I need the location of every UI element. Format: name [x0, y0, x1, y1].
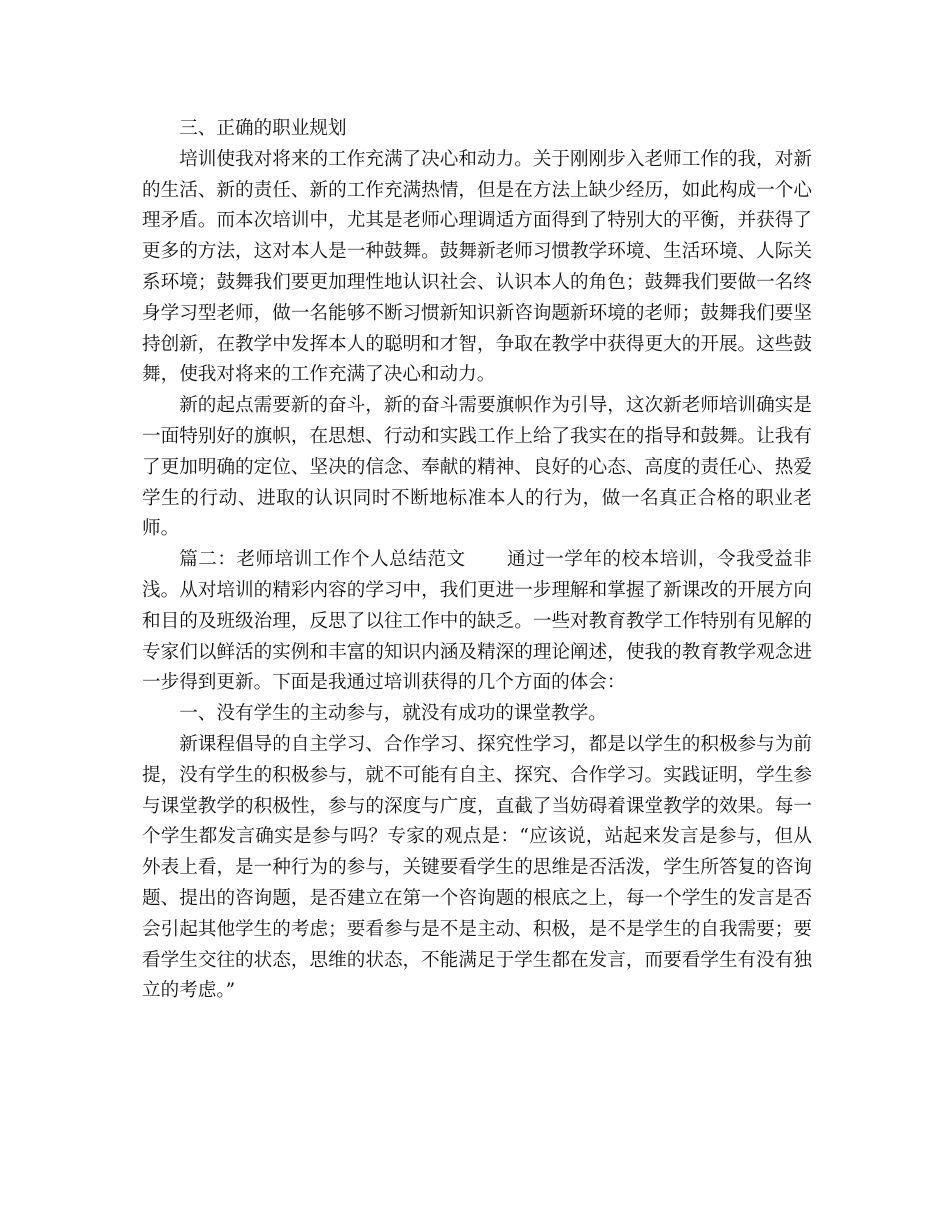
paragraph-part-two: [142, 545, 812, 699]
part-two-intro: 通过一学年的校本培训，令我受益非浅。从对培训的精彩内容的学习中，我们更进一步理解和掌握了新课改的开展方向和目的及班级治理，反思了以往工作中的缺乏。一些对教育教学工作特别有见解的专家们以鲜活的实例和丰富的知识内涵及精深的理论阐述，使我的教育教学观念进一步得到更新。下面是我通过培训获得的几个方面的体会：: [142, 549, 812, 694]
paragraph-new-curriculum: 新课程倡导的自主学习、合作学习、探究性学习，都是以学生的积极参与为前提，没有学生的积极参与，就不可能有自主、探究、合作学习。实践证明，学生参与课堂教学的积极性，参与的深度与广度，直截了当妨碍着课堂教学的效果。每一个学生都发言确实是参与吗？专家的观点是：“应该说，站起来发言是参与，但从外表上看，是一种行为的参与，关键要看学生的思维是否活泼，学生所答复的咨询题、提出的咨询题，是否建立在第一个咨询题的根底之上，每一个学生的发言是否会引起其他学生的考虑；要看参与是不是主动、积极，是不是学生的自我需要；要看学生交往的状态，思维的状态，不能满足于学生都在发言，而要看学生有没有独立的考虑。”: [142, 733, 812, 1002]
section-heading-career-planning: 三、正确的职业规划: [179, 118, 347, 139]
paragraph-training-motivation: 培训使我对将来的工作充满了决心和动力。关于刚刚步入老师工作的我，对新的生活、新的责任、新的工作充满热情，但是在方法上缺少经历，如此构成一个心理矛盾。而本次培训中，尤其是老师心理调适方面得到了特别大的平衡，并获得了更多的方法，这对本人是一种鼓舞。鼓舞新老师习惯教学环境、生活环境、人际关系环境；鼓舞我们要更加理性地认识社会、认识本人的角色；鼓舞我们要做一名终身学习型老师，做一名能够不断习惯新知识新咨询题新环境的老师；鼓舞我们要坚持创新，在教学中发挥本人的聪明和才智，争取在教学中获得更大的开展。这些鼓舞，使我对将来的工作充满了决心和动力。: [142, 148, 812, 386]
section-heading-active-participation: 一、没有学生的主动参与，就没有成功的课堂教学。: [179, 703, 607, 725]
document-body: [142, 114, 812, 1007]
paragraph-new-starting-point: 新的起点需要新的奋斗，新的奋斗需要旗帜作为引导，这次新老师培训确实是一面特别好的旗帜，在思想、行动和实践工作上给了我实在的指导和鼓舞。让我有了更加明确的定位、坚决的信念、奉献的精神、良好的心态、高度的责任心、热爱学生的行动、进取的认识同时不断地标准本人的行为，做一名真正合格的职业老师。: [142, 395, 812, 540]
part-two-title: 篇二：老师培训工作个人总结范文: [179, 549, 466, 571]
